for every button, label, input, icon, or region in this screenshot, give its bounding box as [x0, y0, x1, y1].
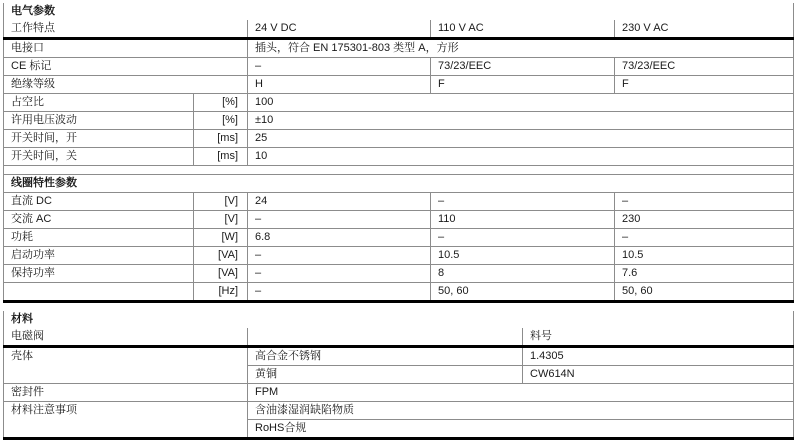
row-value: – [248, 211, 431, 229]
electrical-parameters-table [3, 3, 794, 303]
row-label: 工作特点 [4, 20, 248, 39]
section-title-row [4, 3, 794, 20]
section-title: 材料 [11, 313, 33, 325]
row-label: 启动功率 [4, 247, 194, 265]
row-label: CE 标记 [4, 58, 248, 76]
row-label: 电磁阀 [4, 328, 248, 347]
row-unit: [VA] [194, 265, 248, 283]
material-value: 高合金不锈钢 [248, 347, 523, 366]
column-header: 料号 [523, 328, 794, 347]
row-value: 110 [431, 211, 615, 229]
table-row [4, 193, 794, 211]
row-unit: [W] [194, 229, 248, 247]
row-label: 开关时间，关 [4, 148, 194, 166]
row-value: 插头，符合 EN 175301-803 类型 A，方形 [248, 39, 794, 58]
part-number: CW614N [523, 366, 794, 384]
table-row [4, 148, 794, 166]
row-value: F [615, 76, 794, 94]
row-label: 材料注意事项 [4, 402, 248, 439]
table-row [4, 112, 794, 130]
row-value: 10 [248, 148, 794, 166]
row-value: 50, 60 [431, 283, 615, 302]
row-label: 占空比 [4, 94, 194, 112]
row-value: ±10 [248, 112, 794, 130]
table-row [4, 58, 794, 76]
table-row [4, 130, 794, 148]
section-title-row [4, 175, 794, 193]
row-label [4, 283, 194, 302]
section-title: 线圈特性参数 [4, 175, 794, 193]
row-value: 24 [248, 193, 431, 211]
row-value: – [615, 229, 794, 247]
row-unit: [V] [194, 211, 248, 229]
row-value: 10.5 [615, 247, 794, 265]
table-row [4, 211, 794, 229]
material-value: RoHS合规 [248, 420, 794, 439]
row-value: 73/23/EEC [431, 58, 615, 76]
row-unit: [%] [194, 94, 248, 112]
row-value: – [431, 229, 615, 247]
row-value: 73/23/EEC [615, 58, 794, 76]
row-unit: [VA] [194, 247, 248, 265]
column-header: 230 V AC [615, 20, 794, 39]
row-label: 绝缘等级 [4, 76, 248, 94]
row-label: 功耗 [4, 229, 194, 247]
row-value: F [431, 76, 615, 94]
table-row [4, 347, 794, 366]
row-value: 6.8 [248, 229, 431, 247]
column-header-row [4, 328, 794, 347]
column-header: 24 V DC [248, 20, 431, 39]
row-value: 230 [615, 211, 794, 229]
row-value: – [615, 193, 794, 211]
row-value: – [248, 265, 431, 283]
row-unit: [Hz] [194, 283, 248, 302]
row-value: – [248, 58, 431, 76]
row-value: – [248, 247, 431, 265]
table-row [4, 247, 794, 265]
section-title: 电气参数 [11, 5, 55, 17]
row-label: 密封件 [4, 384, 248, 402]
spacer-row [4, 166, 794, 175]
row-value: H [248, 76, 431, 94]
row-label: 许用电压波动 [4, 112, 194, 130]
row-label: 壳体 [11, 350, 33, 362]
row-unit: [ms] [194, 148, 248, 166]
part-number: 1.4305 [523, 347, 794, 366]
row-unit: [ms] [194, 130, 248, 148]
row-value: 8 [431, 265, 615, 283]
row-label: 直流 DC [4, 193, 194, 211]
row-value: – [431, 193, 615, 211]
column-header-row [4, 20, 794, 39]
table-row [4, 402, 794, 420]
table-row [4, 384, 794, 402]
table-row [4, 229, 794, 247]
table-row [4, 39, 794, 58]
section-title-row [4, 311, 794, 328]
row-value: 25 [248, 130, 794, 148]
row-label: 保持功率 [4, 265, 194, 283]
row-unit: [%] [194, 112, 248, 130]
column-header: 110 V AC [431, 20, 615, 39]
table-row [4, 283, 794, 302]
row-label: 交流 AC [4, 211, 194, 229]
row-label: 开关时间，开 [4, 130, 194, 148]
row-value: 10.5 [431, 247, 615, 265]
spacer-cell [4, 166, 794, 175]
material-value: FPM [248, 384, 794, 402]
material-value: 含油漆湿润缺陷物质 [248, 402, 794, 420]
table-row [4, 265, 794, 283]
row-value: 100 [248, 94, 794, 112]
row-value: – [248, 283, 431, 302]
row-unit: [V] [194, 193, 248, 211]
row-value: 7.6 [615, 265, 794, 283]
empty-cell [248, 328, 523, 347]
material-value: 黄铜 [248, 366, 523, 384]
row-value: 50, 60 [615, 283, 794, 302]
materials-table [3, 311, 794, 440]
row-label: 电接口 [11, 42, 44, 54]
table-row [4, 94, 794, 112]
table-row [4, 76, 794, 94]
